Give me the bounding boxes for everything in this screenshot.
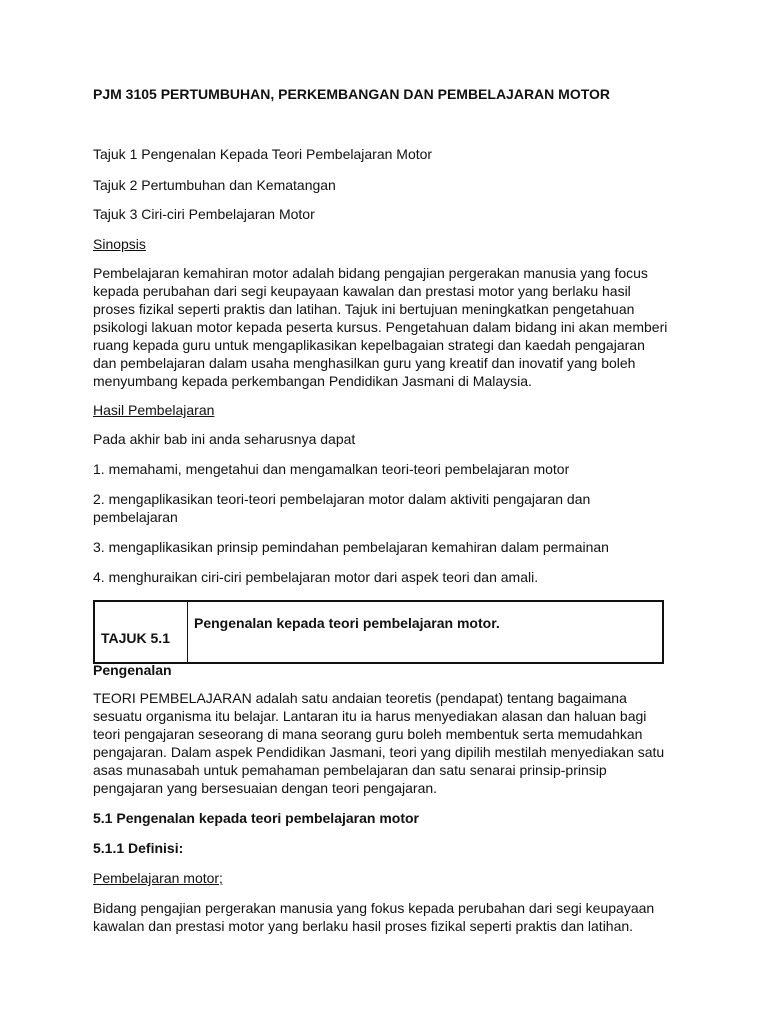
pengenalan-line: asas munasabah untuk pemahaman pembelajaran dan satu senarai prinsip-prinsip <box>93 762 607 778</box>
term-heading: Pembelajaran motor; <box>93 870 223 886</box>
definition-paragraph <box>93 899 693 935</box>
sinopsis-line: ruang kepada guru untuk mengaplikasikan kepelbagaian strategi dan kaedah pengajaran <box>93 337 645 353</box>
sinopsis-line: menyumbang kepada perkembangan Pendidikan Jasmani di Malaysia. <box>93 373 532 389</box>
hasil-heading: Hasil Pembelajaran <box>93 402 215 418</box>
topic-1: Tajuk 1 Pengenalan Kepada Teori Pembelajaran Motor <box>93 146 433 162</box>
pengenalan-heading: Pengenalan <box>93 662 172 678</box>
sinopsis-line: kepada perubahan dari segi keupayaan kawalan dan prestasi motor yang berlaku hasil <box>93 283 631 299</box>
topic-2: Tajuk 2 Pertumbuhan dan Kematangan <box>93 177 336 193</box>
pengenalan-paragraph <box>93 689 693 797</box>
pengenalan-line: pengajaran. Dalam aspek Pendidikan Jasmani, teori yang dipilih mestilah menyediakan satu <box>93 744 665 760</box>
sinopsis-paragraph <box>93 264 693 390</box>
topic-3: Tajuk 3 Ciri-ciri Pembelajaran Motor <box>93 206 315 222</box>
definition-line: Bidang pengajian pergerakan manusia yang fokus kepada perubahan dari segi keupayaan <box>93 900 655 916</box>
pengenalan-line: pengajaran yang bersesuaian dengan teori pengajaran. <box>93 780 438 796</box>
outcome-1: 1. memahami, mengetahui dan mengamalkan teori-teori pembelajaran motor <box>93 461 570 477</box>
sinopsis-line: Pembelajaran kemahiran motor adalah bidang pengajian pergerakan manusia yang focus <box>93 265 648 281</box>
subsection-heading: 5.1.1 Definisi: <box>93 840 184 856</box>
sinopsis-heading: Sinopsis <box>93 236 146 252</box>
sinopsis-line: psikologi lakuan motor kepada peserta kursus. Pengetahuan dalam bidang ini akan memberi <box>93 319 668 335</box>
pengenalan-line: sesuatu organisma itu belajar. Lantaran itu ia harus menyediakan alasan dan haluan bagi <box>93 708 647 724</box>
topic-box-divider <box>187 602 188 662</box>
outcome-2 <box>93 490 693 526</box>
outcome-3: 3. mengaplikasikan prinsip pemindahan pembelajaran kemahiran dalam permainan <box>93 539 609 555</box>
outcome-2-line: pembelajaran <box>93 509 178 525</box>
hasil-intro: Pada akhir bab ini anda seharusnya dapat <box>93 431 356 447</box>
pengenalan-line: teori pengajaran seseorang di mana seorang guru boleh membentuk serta memudahkan <box>93 726 643 742</box>
pengenalan-line: TEORI PEMBELAJARAN adalah satu andaian teoretis (pendapat) tentang bagaimana <box>93 690 627 706</box>
topic-box-label: TAJUK 5.1 <box>101 630 170 646</box>
outcome-2-line: 2. mengaplikasikan teori-teori pembelajaran motor dalam aktiviti pengajaran dan <box>93 491 591 507</box>
sinopsis-line: proses fizikal seperti praktis dan latihan. Tajuk ini bertujuan meningkatkan pengetahuan <box>93 301 635 317</box>
topic-box-title: Pengenalan kepada teori pembelajaran motor. <box>194 615 500 631</box>
outcome-4: 4. menghuraikan ciri-ciri pembelajaran motor dari aspek teori dan amali. <box>93 569 539 585</box>
document-title: PJM 3105 PERTUMBUHAN, PERKEMBANGAN DAN PEMBELAJARAN MOTOR <box>93 86 611 102</box>
sinopsis-line: dan pembelajaran dalam usaha menghasilkan guru yang kreatif dan inovatif yang boleh <box>93 355 636 371</box>
section-heading: 5.1 Pengenalan kepada teori pembelajaran motor <box>93 810 419 826</box>
definition-line: kawalan dan prestasi motor yang berlaku hasil proses fizikal seperti praktis dan latihan. <box>93 918 634 934</box>
topic-box <box>93 600 664 664</box>
